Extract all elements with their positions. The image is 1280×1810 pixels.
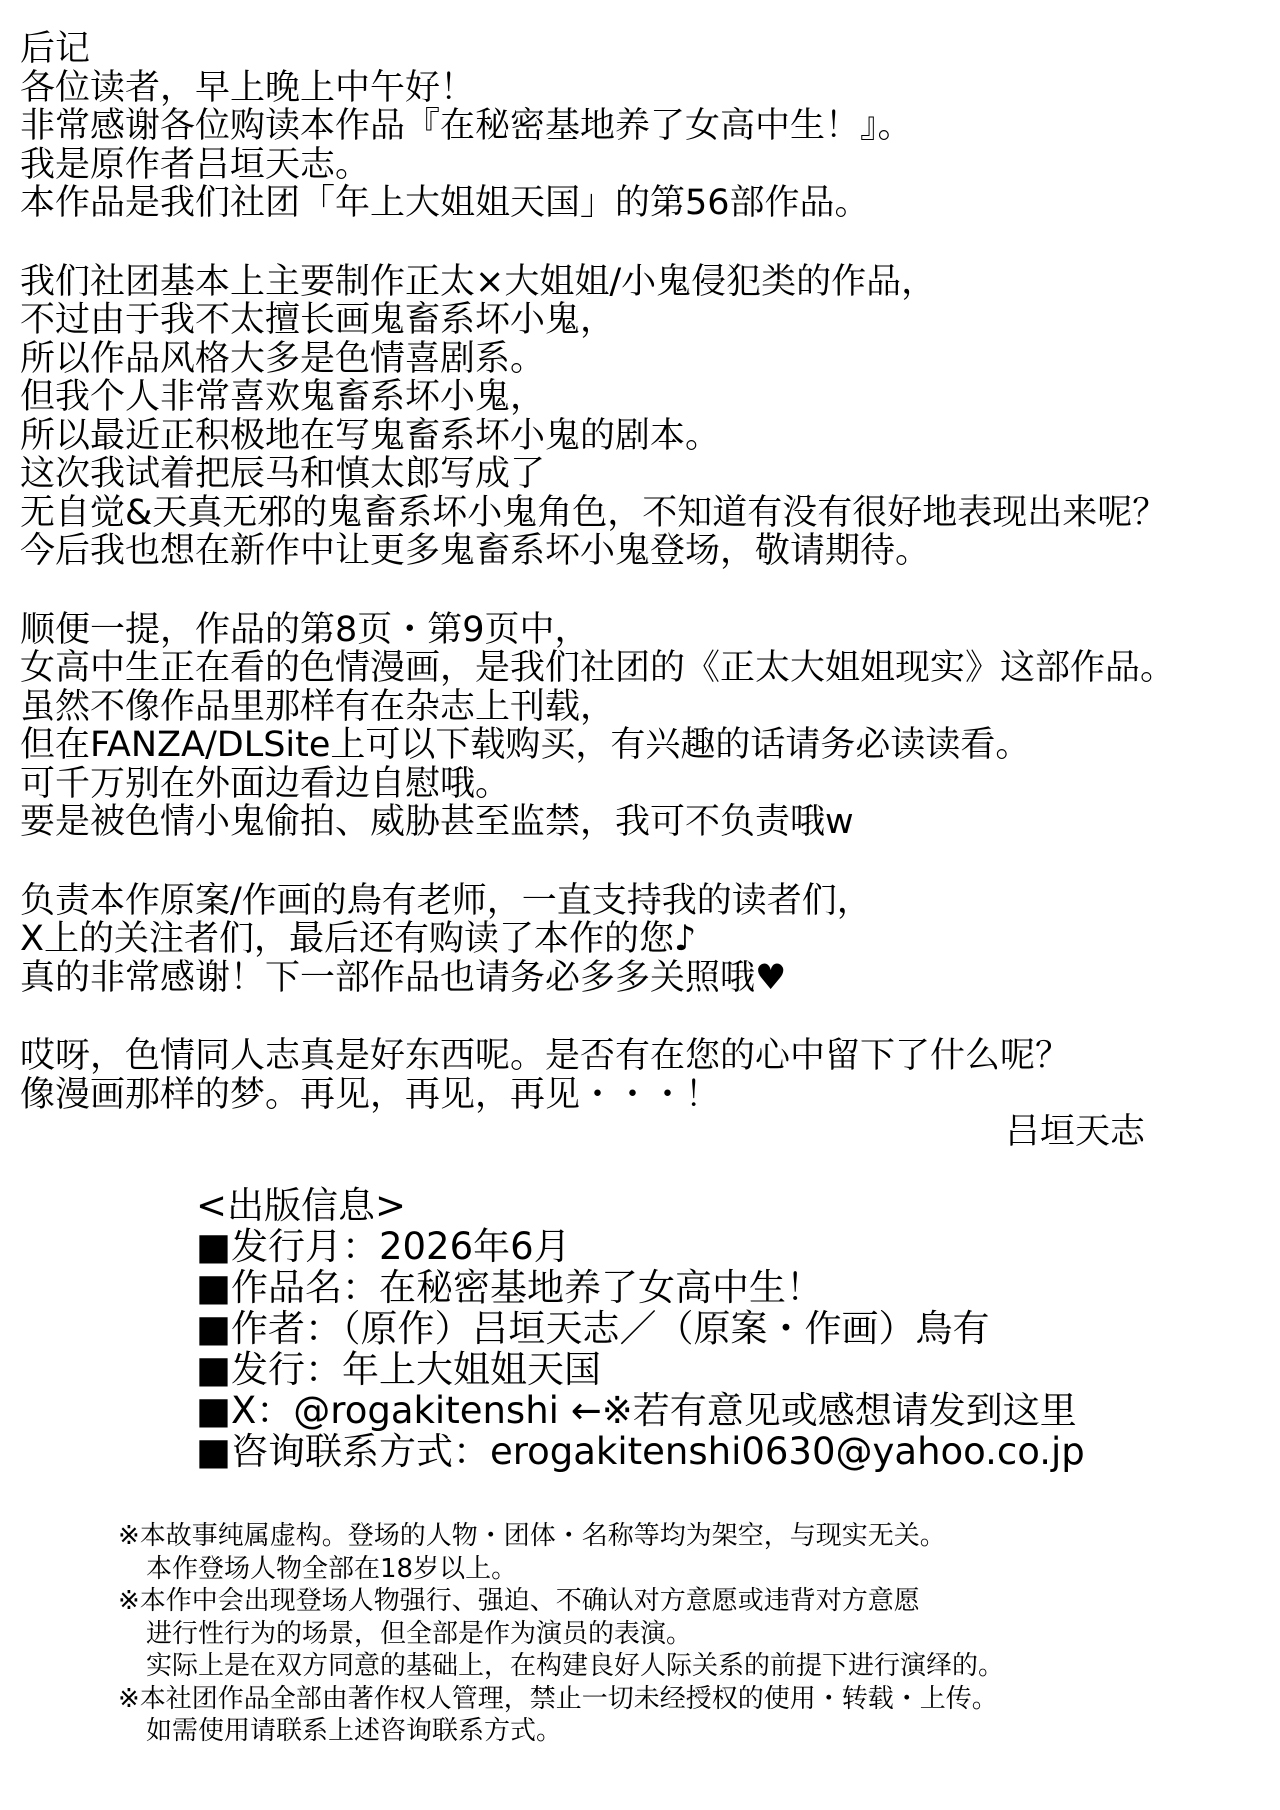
paragraph-gap (20, 223, 1270, 263)
afterword-line: 像漫画那样的梦。再见，再见，再见・・・！ (20, 1074, 721, 1115)
afterword-line: 非常感谢各位购读本作品『在秘密基地养了女高中生！』。 (20, 106, 913, 146)
afterword-line: 所以作品风格大多是色情喜剧系。 (20, 338, 546, 379)
publication-publisher: ■发行：年上大姐姐天国 (196, 1348, 601, 1391)
afterword-title: 后记 (20, 29, 91, 69)
afterword-line: 所以最近正积极地在写鬼畜系坏小鬼的剧本。 (20, 415, 721, 456)
afterword-line: 真的非常感谢！下一部作品也请务必多多关照哦♥ (20, 957, 787, 998)
afterword-line: 无自觉&天真无邪的鬼畜系坏小鬼角色，不知道有没有很好地表现出来呢？ (20, 492, 1168, 533)
disclaimer-notes (118, 1520, 1218, 1748)
afterword-line: X上的关注者们，最后还有购读了本作的您♪ (20, 919, 697, 959)
afterword-line: 今后我也想在新作中让更多鬼畜系坏小鬼登场，敬请期待。 (20, 531, 931, 571)
author-signature: 吕垣天志 (1005, 1112, 1146, 1152)
publication-release-month: ■发行月：2026年6月 (196, 1225, 571, 1268)
disclaimer-line: ※本作中会出现登场人物强行、强迫、不确认对方意愿或违背对方意愿 (118, 1586, 920, 1616)
afterword-line: 不过由于我不太擅长画鬼畜系坏小鬼， (20, 300, 616, 340)
afterword-line: 各位读者，早上晚上中午好！ (20, 67, 476, 108)
paragraph-gap (20, 571, 1270, 611)
publication-contact-email: ■咨询联系方式：erogakitenshi0630@yahoo.co.jp (196, 1430, 1085, 1473)
publication-info (196, 1185, 1196, 1472)
afterword-text (20, 30, 1270, 1114)
publication-authors: ■作者：（原作）吕垣天志／（原案・作画）鳥有 (196, 1307, 990, 1350)
disclaimer-line: ※本故事纯属虚构。登场的人物・团体・名称等均为架空，与现实无关。 (118, 1521, 946, 1551)
afterword-line: 可千万别在外面边看边自慰哦。 (20, 763, 511, 804)
publication-info-heading: <出版信息> (196, 1184, 407, 1227)
disclaimer-line: 实际上是在双方同意的基础上，在构建良好人际关系的前提下进行演绎的。 (146, 1651, 1005, 1681)
paragraph-gap (20, 842, 1270, 882)
publication-x-account: ■X：@rogakitenshi ←※若有意见或感想请发到这里 (196, 1389, 1077, 1432)
disclaimer-line: 本作登场人物全部在18岁以上。 (146, 1553, 518, 1584)
disclaimer-line: 如需使用请联系上述咨询联系方式。 (146, 1716, 563, 1746)
afterword-line: 但我个人非常喜欢鬼畜系坏小鬼， (20, 377, 546, 417)
afterword-line: 这次我试着把辰马和慎太郎写成了 (20, 454, 546, 494)
disclaimer-line: 进行性行为的场景，但全部是作为演员的表演。 (146, 1618, 693, 1649)
afterword-line: 要是被色情小鬼偷拍、威胁甚至监禁，我可不负责哦w (20, 802, 854, 842)
paragraph-gap (20, 997, 1270, 1037)
afterword-line: 负责本作原案/作画的鳥有老师，一直支持我的读者们， (20, 880, 872, 921)
afterword-line: 虽然不像作品里那样有在杂志上刊载， (20, 686, 616, 727)
afterword-line: 我是原作者吕垣天志。 (20, 144, 371, 185)
disclaimer-line: ※本社团作品全部由著作权人管理，禁止一切未经授权的使用・转载・上传。 (118, 1683, 998, 1714)
publication-work-title: ■作品名：在秘密基地养了女高中生！ (196, 1266, 823, 1309)
afterword-line: 但在FANZA/DLSite上可以下载购买，有兴趣的话请务必读读看。 (20, 725, 1031, 765)
afterword-line: 哎呀，色情同人志真是好东西呢。是否有在您的心中留下了什么呢？ (20, 1036, 1071, 1076)
afterword-line: 本作品是我们社团「年上大姐姐天国」的第56部作品。 (20, 183, 870, 223)
afterword-line: 顺便一提，作品的第8页・第9页中， (20, 609, 590, 650)
afterword-line: 我们社团基本上主要制作正太×大姐姐/小鬼侵犯类的作品， (20, 261, 937, 302)
afterword-line: 女高中生正在看的色情漫画，是我们社团的《正太大姐姐现实》这部作品。 (20, 648, 1176, 688)
